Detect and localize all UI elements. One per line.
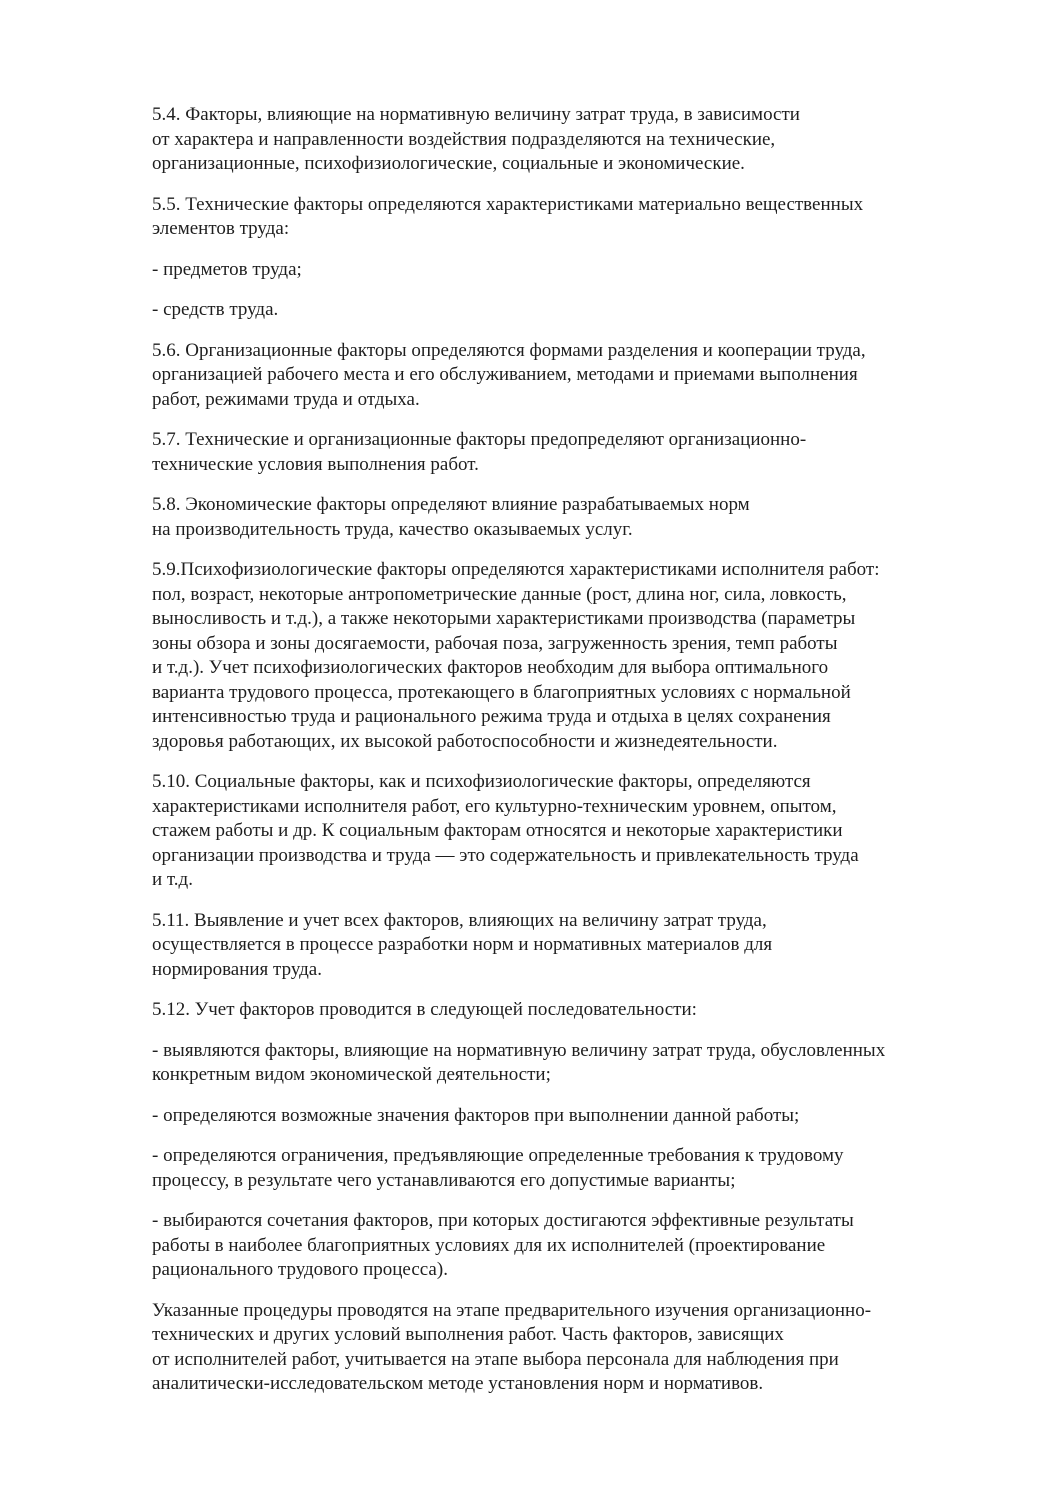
text-line: от исполнителей работ, учитывается на этапе выбора персонала для наблюдения при — [152, 1348, 839, 1370]
text-line: - определяются ограничения, предъявляющие определенные требования к трудовому — [152, 1145, 844, 1166]
text-line: работ, режимами труда и отдыха. — [152, 388, 420, 410]
text-line: нормирования труда. — [152, 958, 322, 980]
text-line: - предметов труда; — [152, 258, 302, 280]
paragraph-5-4 — [152, 103, 1002, 177]
text-line: конкретным видом экономической деятельности; — [152, 1064, 551, 1085]
text-line: на производительность труда, качество оказываемых услуг. — [152, 518, 633, 540]
paragraph-5-12-item-4 — [152, 1209, 1002, 1283]
text-line: 5.7. Технические и организационные факторы предопределяют организационно- — [152, 429, 807, 450]
paragraph-5-12-item-3 — [152, 1144, 1002, 1193]
text-line: 5.12. Учет факторов проводится в следующей последовательности: — [152, 999, 697, 1020]
text-line: от характера и направленности воздействия подразделяются на технические, — [152, 128, 776, 150]
text-line: организационные, психофизиологические, социальные и экономические. — [152, 153, 745, 174]
paragraph-5-10 — [152, 770, 1002, 893]
text-line: характеристиками исполнителя работ, его культурно-техническим уровнем, опытом, — [152, 795, 837, 817]
text-line: - средств труда. — [152, 299, 279, 320]
paragraph-5-11 — [152, 909, 1002, 983]
text-line: интенсивностью труда и рационального режима труда и отдыха в целях сохранения — [152, 706, 831, 727]
paragraph-5-9 — [152, 558, 1002, 754]
paragraph-5-5 — [152, 193, 1002, 242]
text-line: и т.д.). Учет психофизиологических факторов необходим для выбора оптимального — [152, 657, 829, 678]
text-line: Указанные процедуры проводятся на этапе предварительного изучения организационно- — [152, 1299, 872, 1321]
text-line: 5.4. Факторы, влияющие на нормативную величину затрат труда, в зависимости — [152, 104, 800, 125]
paragraph-5-12-item-1 — [152, 1039, 1002, 1088]
text-line: - выявляются факторы, влияющие на нормативную величину затрат труда, обусловленных — [152, 1039, 886, 1061]
document-body — [152, 103, 1002, 1413]
text-line: 5.11. Выявление и учет всех факторов, влияющих на величину затрат труда, — [152, 909, 767, 931]
text-line: процессу, в результате чего устанавливаются его допустимые варианты; — [152, 1169, 736, 1191]
text-line: элементов труда: — [152, 218, 290, 239]
text-line: 5.10. Социальные факторы, как и психофизиологические факторы, определяются — [152, 771, 811, 792]
text-line: технические условия выполнения работ. — [152, 453, 479, 475]
text-line: организацией рабочего места и его обслуживанием, методами и приемами выполнения — [152, 364, 858, 385]
text-line: 5.5. Технические факторы определяются характеристиками материально вещественных — [152, 193, 864, 215]
text-line: и т.д. — [152, 869, 193, 890]
text-line: варианта трудового процесса, протекающего в благоприятных условиях с нормальной — [152, 681, 851, 703]
paragraph-5-12-item-2 — [152, 1104, 1002, 1129]
paragraph-5-12 — [152, 998, 1002, 1023]
text-line: организации производства и труда — это содержательность и привлекательность труда — [152, 844, 859, 866]
text-line: стажем работы и др. К социальным факторам относятся и некоторые характеристики — [152, 820, 843, 841]
text-line: пол, возраст, некоторые антропометрические данные (рост, длина ног, сила, ловкость, — [152, 583, 847, 605]
text-line: аналитически-исследовательском методе установления норм и нормативов. — [152, 1373, 764, 1394]
text-line: 5.9.Психофизиологические факторы определяются характеристиками исполнителя работ: — [152, 559, 880, 580]
text-line: технических и других условий выполнения работ. Часть факторов, зависящих — [152, 1324, 784, 1345]
paragraph-5-6 — [152, 339, 1002, 413]
paragraph-final — [152, 1299, 1002, 1397]
text-line: выносливость и т.д.), а также некоторыми характеристиками производства (параметры — [152, 608, 856, 629]
text-line: - определяются возможные значения факторов при выполнении данной работы; — [152, 1104, 800, 1126]
text-line: работы в наиболее благоприятных условиях для их исполнителей (проектирование — [152, 1234, 826, 1256]
text-line: 5.8. Экономические факторы определяют влияние разрабатываемых норм — [152, 494, 750, 515]
text-line: 5.6. Организационные факторы определяются формами разделения и кооперации труда, — [152, 339, 866, 361]
text-line: осуществляется в процессе разработки норм и нормативных материалов для — [152, 934, 773, 955]
paragraph-5-5-item-2 — [152, 298, 1002, 323]
text-line: зоны обзора и зоны досягаемости, рабочая поза, загруженность зрения, темп работы — [152, 632, 838, 654]
paragraph-5-5-item-1 — [152, 258, 1002, 283]
text-line: - выбираются сочетания факторов, при которых достигаются эффективные результаты — [152, 1210, 854, 1231]
text-line: здоровья работающих, их высокой работоспособности и жизнедеятельности. — [152, 730, 778, 752]
paragraph-5-8 — [152, 493, 1002, 542]
text-line: рационального трудового процесса). — [152, 1259, 448, 1280]
paragraph-5-7 — [152, 428, 1002, 477]
